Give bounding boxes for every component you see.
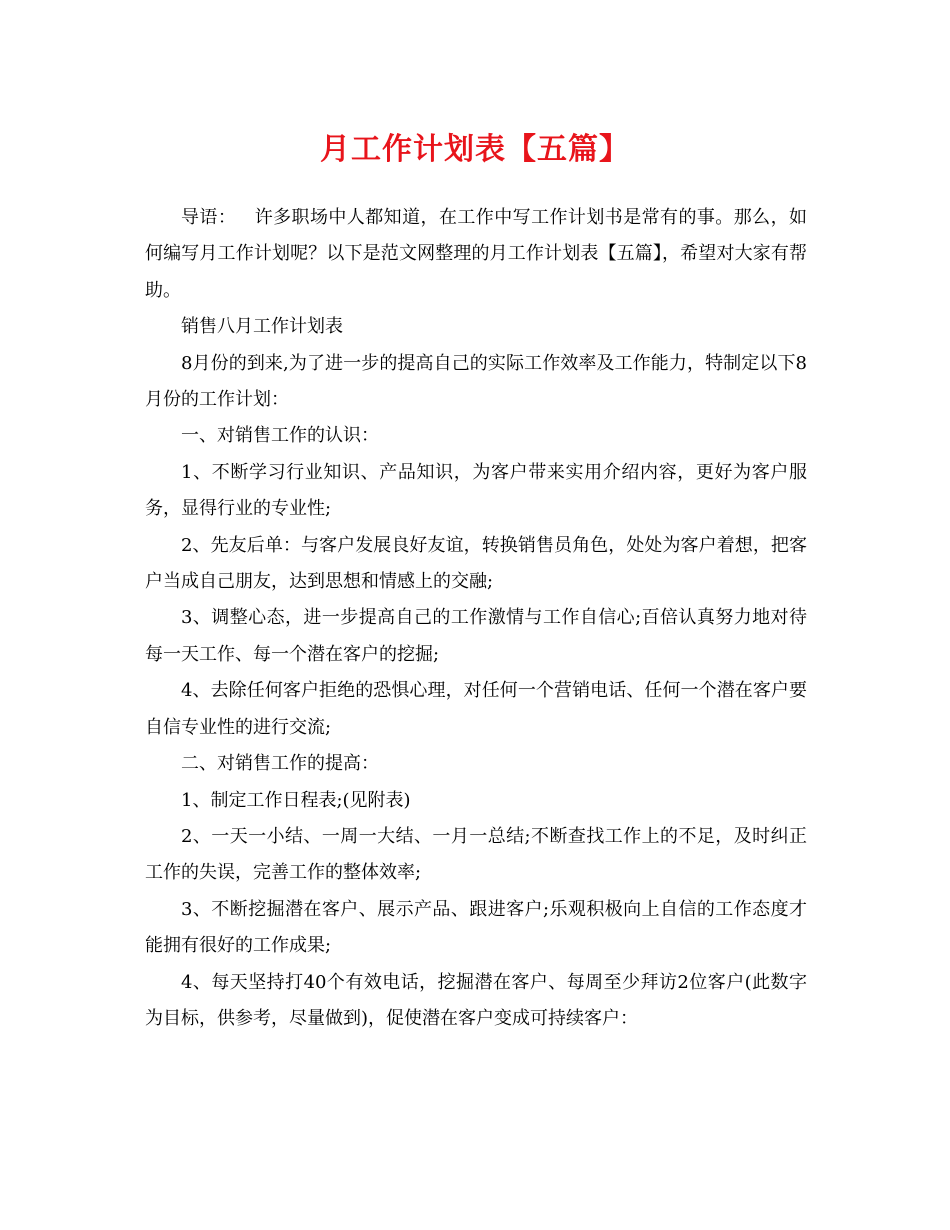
section-heading-understanding: 一、对销售工作的认识： <box>181 425 379 447</box>
paragraph-opening: 8月份的到来,为了进一步的提高自己的实际工作效率及工作能力，特制定以下8月份的工作计划： <box>145 352 807 411</box>
list-item-improvement-1: 1、制定工作日程表;(见附表) <box>181 789 411 811</box>
list-item-improvement-4: 4、每天坚持打40个有效电话，挖掘潜在客户、每周至少拜访2位客户(此数字为目标，供参考，尽量做到)，促使潜在客户变成可持续客户： <box>145 971 807 1029</box>
document-body <box>145 200 807 1037</box>
section-heading-improvement: 二、对销售工作的提高： <box>181 753 379 775</box>
document-title: 月工作计划表【五篇】 <box>320 132 630 167</box>
list-item-improvement-3: 3、不断挖掘潜在客户、展示产品、跟进客户;乐观积极向上自信的工作态度才能拥有很好的工作成果; <box>145 898 807 957</box>
intro-text: 许多职场中人都知道，在工作中写工作计划书是常有的事。那么，如何编写月工作计划呢？以下是范文网整理的月工作计划表【五篇】，希望对大家有帮助。 <box>145 207 808 301</box>
section-heading-sales-plan: 销售八月工作计划表 <box>181 316 343 338</box>
intro-paragraph <box>145 200 807 309</box>
list-item-improvement-2: 2、一天一小结、一周一大结、一月一总结;不断查找工作上的不足，及时纠正工作的失误，完善工作的整体效率; <box>145 825 807 884</box>
list-item-understanding-2: 2、先友后单：与客户发展良好友谊，转换销售员角色，处处为客户着想，把客户当成自己朋友，达到思想和情感上的交融; <box>145 534 807 593</box>
list-item-understanding-1: 1、不断学习行业知识、产品知识，为客户带来实用介绍内容，更好为客户服务，显得行业的专业性; <box>145 461 807 520</box>
intro-label: 导语： <box>181 207 237 228</box>
list-item-understanding-3: 3、调整心态，进一步提高自己的工作激情与工作自信心;百倍认真努力地对待每一天工作、每一个潜在客户的挖掘; <box>145 607 807 665</box>
list-item-understanding-4: 4、去除任何客户拒绝的恐惧心理，对任何一个营销电话、任何一个潜在客户要自信专业性的进行交流; <box>145 680 807 738</box>
